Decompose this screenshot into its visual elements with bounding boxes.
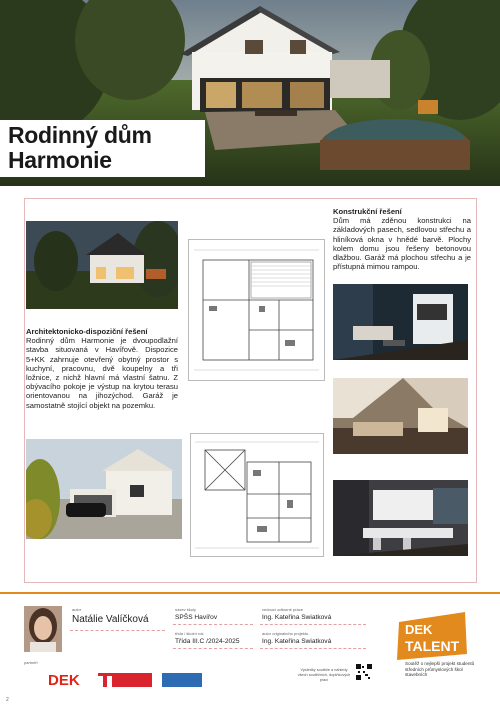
interior-render-kitchen (333, 480, 468, 556)
author-label: autor (72, 607, 82, 612)
construction-heading: Konstrukční řešení (333, 207, 402, 216)
partner-logo-red-icon (112, 673, 152, 687)
school-name: SPŠS Havířov (175, 614, 218, 621)
author-divider (70, 630, 165, 631)
school-label: název školy (175, 607, 196, 612)
interior-render-living (333, 284, 468, 360)
hero-render (0, 0, 500, 186)
title-box (0, 120, 205, 177)
floor-plan-upper (190, 433, 324, 557)
dek-logo: DEK (48, 672, 80, 689)
floor-plan-ground (188, 239, 325, 381)
exterior-render-1 (26, 221, 178, 309)
competition-description: Soutěž o nejlepší projekt studentů středních průmyslových škol stavebních (405, 661, 475, 678)
qr-code-icon[interactable] (356, 664, 372, 680)
construction-body: Dům má zděnou konstrukci na základových pasech, sedlovou střechu a hliníková okna v hnědé barvě. Plochy kolem domu jsou řešeny betonovou dlažbou. Garáž má plochou střechu a je přístupná mimou rampou. (333, 216, 471, 272)
exterior-render-garage (26, 439, 182, 539)
architecture-heading: Architektonicko-dispoziční řešení (26, 327, 148, 336)
qr-description: Výsledky soutěže a náhledy všech soutěžních, doplňkových prací (297, 668, 351, 682)
class-label: třída / školní rok (175, 631, 204, 636)
footer-accent-line (0, 592, 500, 594)
original-author-label: autor originálního projektu (262, 631, 309, 636)
original-author-divider (260, 648, 366, 649)
page-number: 2 (6, 697, 9, 703)
title-line-1: Rodinný dům (8, 122, 152, 148)
school-divider (173, 624, 253, 625)
construction-text (333, 207, 471, 271)
dek-talent-bottom-text: TALENT (405, 638, 460, 654)
class-year: Třída III.C /2024-2025 (175, 638, 240, 645)
architecture-text (26, 327, 178, 410)
teacher-label: vedoucí odborné práce (262, 607, 303, 612)
partners-label: partneři (24, 660, 38, 665)
dek-talent-top-text: DEK (405, 622, 433, 637)
architecture-body: Rodinný dům Harmonie je dvoupodlažní stavba situovaná v Havířově. Dispozice 5+KK zahrnuje otevřený obytný prostor s kuchyní, pracovnu, dvě koupelny a tři ložnice, z nichž hlavní má vlastní šatnu. Z obývacího pokoje je výstup na krytou terasu orientovanou na jihozýchod. Garáž je samostatně stojící objekt na pozemku. (26, 336, 178, 410)
class-divider (173, 648, 253, 649)
title-line-2: Harmonie (8, 147, 112, 173)
dek-talent-logo (391, 608, 473, 664)
interior-render-attic (333, 378, 468, 454)
partner-logo-blue-icon (162, 673, 202, 687)
original-author-name: Ing. Kateřina Swiatková (262, 638, 332, 645)
author-name: Natálie Valíčková (72, 614, 149, 625)
teacher-divider (260, 624, 366, 625)
author-photo (24, 606, 62, 652)
teacher-name: Ing. Kateřina Swiatková (262, 614, 332, 621)
